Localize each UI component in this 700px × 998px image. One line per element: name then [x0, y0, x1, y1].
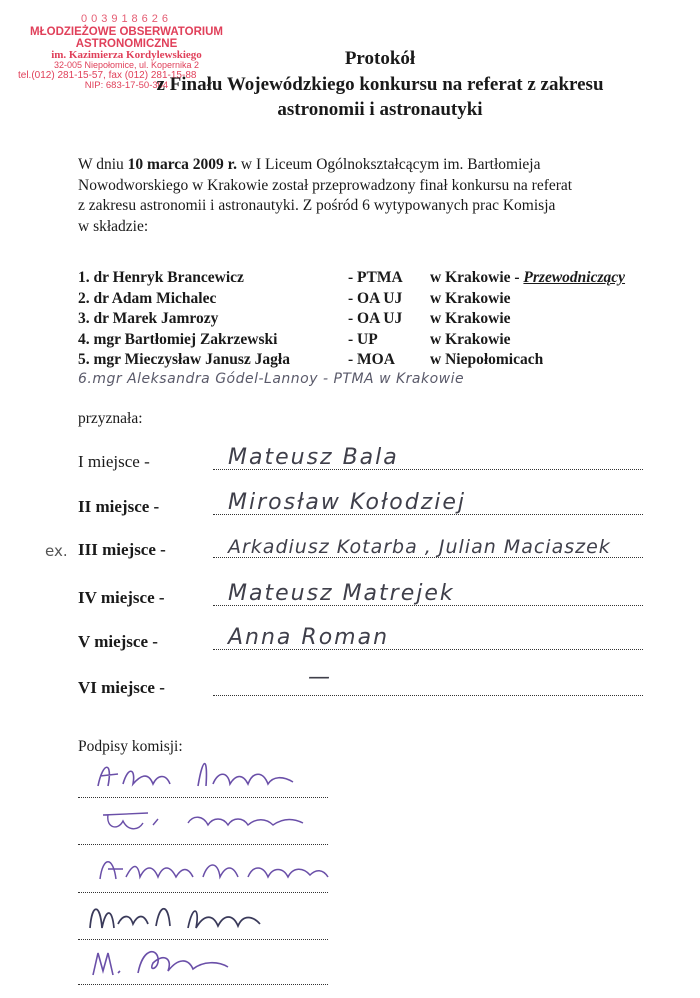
- signature-3: [78, 851, 338, 891]
- event-date: 10 marca 2009 r.: [127, 156, 238, 173]
- member-city: [430, 269, 625, 287]
- member-name: 1. dr Henryk Brancewicz: [78, 269, 244, 286]
- intro-line: z zakresu astronomii i astronautyki. Z pośród 6 wytypowanych prac Komisja: [78, 197, 556, 214]
- place-row: [78, 665, 678, 698]
- intro-line: w składzie:: [78, 217, 149, 235]
- signature-4: [78, 898, 318, 938]
- member-city: w Niepołomicach: [430, 351, 544, 368]
- intro-paragraph: [78, 155, 646, 237]
- dotted-line: [78, 844, 328, 845]
- stamp-line: MŁODZIEŻOWE OBSERWATORIUM: [30, 25, 223, 38]
- signature-line: [78, 815, 328, 845]
- place-label: IV miejsce -: [78, 588, 165, 607]
- place-label: I miejsce -: [78, 452, 150, 471]
- member-org: - MOA: [348, 351, 395, 368]
- handwritten-committee-member: 6.mgr Aleksandra Gódel-Lannoy - PTMA w Krakowie: [78, 371, 465, 387]
- place-label: VI miejsce -: [78, 678, 165, 697]
- signature-line: [78, 768, 328, 798]
- place-row: [78, 530, 678, 560]
- member-name: 5. mgr Mieczysław Janusz Jagła: [78, 351, 290, 368]
- place-winner: Anna Roman: [228, 625, 390, 650]
- awarded-label: przyznała:: [78, 410, 143, 427]
- document-subtitle: astronomii i astronautyki: [277, 99, 483, 120]
- intro-text: w I Liceum Ogólnokształcącym im. Bartłomieja: [237, 156, 541, 173]
- document-subtitle: z Finału Wojewódzkiego konkursu na referat z zakresu: [156, 74, 604, 95]
- place-label: III miejsce -: [78, 540, 166, 559]
- place-label: II miejsce -: [78, 497, 160, 516]
- ex-note: ex.: [45, 542, 68, 560]
- place-row: [78, 578, 678, 608]
- dotted-line: [78, 892, 328, 893]
- signature-line: [78, 955, 328, 985]
- stamp-line: tel.(012) 281-15-57, fax (012) 281-15-88: [18, 69, 197, 81]
- signature-line: [78, 863, 328, 893]
- member-org: - UP: [348, 331, 378, 348]
- place-row: [78, 622, 678, 652]
- place-label: V miejsce -: [78, 632, 158, 651]
- signature-2: [78, 803, 318, 843]
- signature-5: [78, 943, 318, 983]
- member-name: 3. dr Marek Jamrozy: [78, 310, 219, 327]
- dotted-line: [78, 939, 328, 940]
- intro-line: Nowodworskiego w Krakowie został przeprowadzony finał konkursu na referat: [78, 176, 573, 194]
- signature-line: [78, 910, 328, 940]
- place-row: [78, 487, 678, 517]
- signatures-label: Podpisy komisji:: [78, 738, 183, 755]
- member-name: 4. mgr Bartłomiej Zakrzewski: [78, 331, 278, 348]
- place-winner: Arkadiusz Kotarba , Julian Maciaszek: [228, 536, 611, 558]
- intro-line: [78, 155, 646, 176]
- place-row: [78, 442, 678, 472]
- stamp-line: NIP: 683-17-50-304: [84, 80, 169, 92]
- member-city: w Krakowie: [430, 331, 511, 348]
- dotted-line: [78, 984, 328, 985]
- member-org: - PTMA: [348, 269, 403, 286]
- member-name: 2. dr Adam Michalec: [78, 290, 217, 307]
- stamp-line: ASTRONOMICZNE: [75, 37, 178, 50]
- place-winner: Mirosław Kołodziej: [228, 490, 466, 515]
- member-org: - OA UJ: [348, 310, 403, 327]
- intro-text: W dniu: [78, 156, 128, 173]
- stamp-line: 32-005 Niepołomice, ul. Kopernika 2: [53, 60, 200, 71]
- dotted-line: [78, 797, 328, 798]
- member-city-text: w Krakowie -: [430, 269, 524, 286]
- member-role: Przewodniczący: [523, 269, 626, 286]
- stamp-line: im. Kazimierza Kordylewskiego: [51, 48, 202, 61]
- signature-1: [78, 756, 318, 796]
- dotted-line: [213, 695, 643, 696]
- document-title: Protokół: [344, 48, 416, 69]
- member-city: w Krakowie: [430, 290, 511, 307]
- place-winner: Mateusz Bala: [228, 445, 399, 470]
- place-winner: —: [308, 665, 332, 690]
- member-org: - OA UJ: [348, 290, 403, 307]
- stamp-number: 003918626: [80, 13, 173, 25]
- member-city: w Krakowie: [430, 310, 511, 327]
- place-winner: Mateusz Matrejek: [228, 581, 455, 606]
